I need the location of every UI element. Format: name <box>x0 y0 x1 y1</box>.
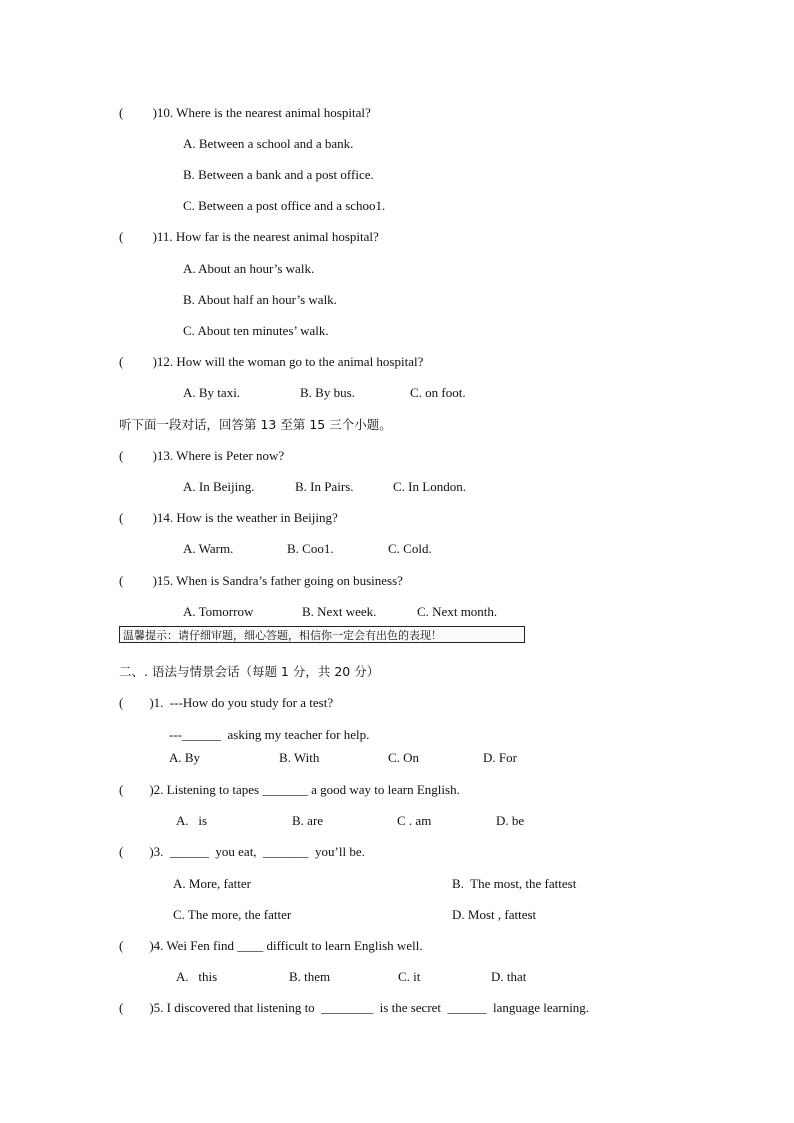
reminder-box: 温馨提示：请仔细审题，细心答题，相信你一定会有出色的表现！ <box>119 626 525 643</box>
grammar-question-5-stem: ( )5. I discovered that listening to ________ is the secret ______ language learning. <box>119 1000 590 1015</box>
grammar-question-2-option-c: C . am <box>397 813 432 828</box>
question-15-option-a: A. Tomorrow <box>183 604 254 619</box>
question-13-option-c: C. In London. <box>393 479 466 494</box>
grammar-question-4-option-d: D. that <box>491 969 527 984</box>
question-10-option-b: B. Between a bank and a post office. <box>183 167 374 182</box>
grammar-question-2-option-a: A. is <box>176 813 208 828</box>
grammar-question-1-option-a: A. By <box>169 750 201 765</box>
section-2-heading: 二、. 语法与情景会话（每题 1 分，共 20 分） <box>119 664 380 679</box>
question-12-option-c: C. on foot. <box>410 385 466 400</box>
question-13-stem: ( )13. Where is Peter now? <box>119 448 285 463</box>
grammar-question-1-option-b: B. With <box>279 750 320 765</box>
question-12-option-b: B. By bus. <box>300 385 355 400</box>
listening-instruction: 听下面一段对话，回答第 13 至第 15 三个小题。 <box>119 417 392 432</box>
grammar-question-3-option-d: D. Most , fattest <box>452 907 537 922</box>
grammar-question-2-option-b: B. are <box>292 813 324 828</box>
question-15-stem: ( )15. When is Sandra’s father going on business? <box>119 573 403 588</box>
grammar-question-3-stem: ( )3. ______ you eat, _______ you’ll be. <box>119 844 365 859</box>
grammar-question-4-option-b: B. them <box>289 969 331 984</box>
grammar-question-1-option-d: D. For <box>483 750 517 765</box>
grammar-question-1-answer-line: ---______ asking my teacher for help. <box>169 727 370 742</box>
question-10-option-c: C. Between a post office and a schoo1. <box>183 198 386 213</box>
question-14-stem: ( )14. How is the weather in Beijing? <box>119 510 338 525</box>
question-10-option-a: A. Between a school and a bank. <box>183 136 354 151</box>
grammar-question-4-option-c: C. it <box>398 969 421 984</box>
grammar-question-3-option-c: C. The more, the fatter <box>173 907 292 922</box>
grammar-question-2-option-d: D. be <box>496 813 525 828</box>
grammar-question-4-stem: ( )4. Wei Fen find ____ difficult to learn English well. <box>119 938 423 953</box>
question-11-option-c: C. About ten minutes’ walk. <box>183 323 329 338</box>
question-14-option-a: A. Warm. <box>183 541 234 556</box>
question-13-option-b: B. In Pairs. <box>295 479 354 494</box>
grammar-question-2-stem: ( )2. Listening to tapes _______ a good way to learn English. <box>119 782 460 797</box>
question-15-option-b: B. Next week. <box>302 604 377 619</box>
grammar-question-1-option-c: C. On <box>388 750 420 765</box>
question-11-option-a: A. About an hour’s walk. <box>183 261 315 276</box>
grammar-question-4-option-a: A. this <box>176 969 218 984</box>
grammar-question-3-option-b: B. The most, the fattest <box>452 876 577 891</box>
question-11-stem: ( )11. How far is the nearest animal hospital? <box>119 229 379 244</box>
question-14-option-c: C. Cold. <box>388 541 432 556</box>
question-11-option-b: B. About half an hour’s walk. <box>183 292 337 307</box>
grammar-question-1-stem: ( )1. ---How do you study for a test? <box>119 695 334 710</box>
grammar-question-3-option-a: A. More, fatter <box>173 876 251 891</box>
question-14-option-b: B. Coo1. <box>287 541 334 556</box>
question-12-option-a: A. By taxi. <box>183 385 241 400</box>
question-13-option-a: A. In Beijing. <box>183 479 255 494</box>
question-12-stem: ( )12. How will the woman go to the animal hospital? <box>119 354 424 369</box>
question-10-stem: ( )10. Where is the nearest animal hospital? <box>119 105 371 120</box>
question-15-option-c: C. Next month. <box>417 604 498 619</box>
